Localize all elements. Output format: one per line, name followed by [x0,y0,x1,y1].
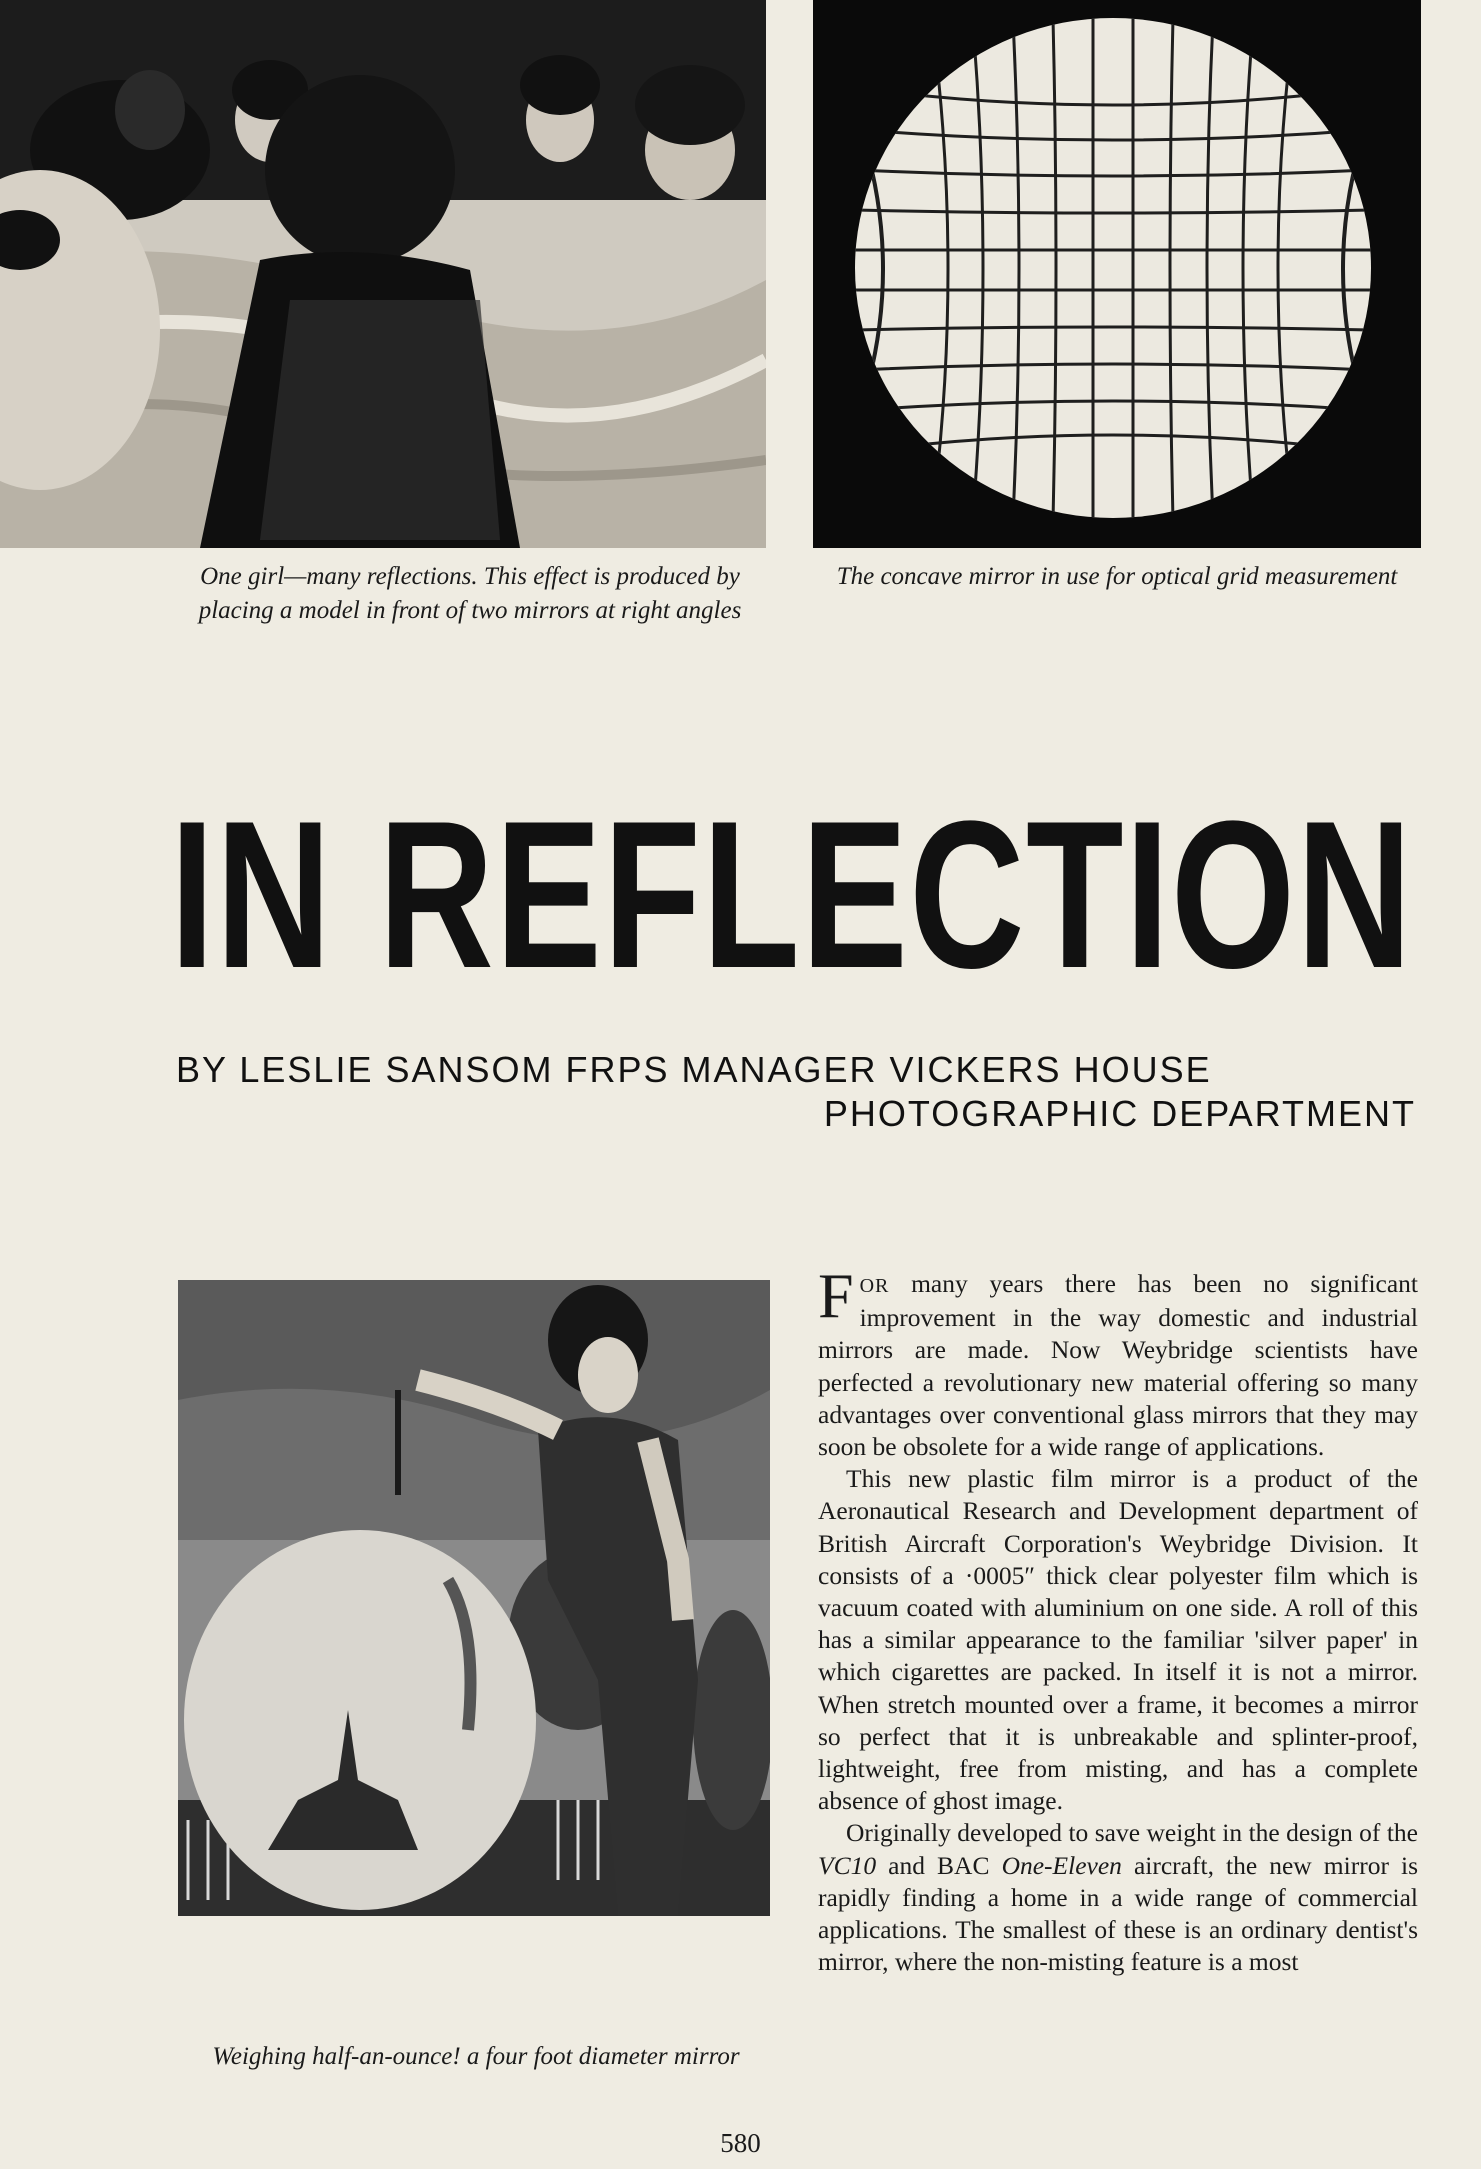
photo-concave-mirror-grid-image [813,0,1421,548]
photo-concave-mirror-grid [813,0,1421,548]
photo-four-foot-mirror [178,1280,770,1916]
photo-many-reflections [0,0,766,548]
article-paragraph-1 [818,1260,1418,1463]
aircraft-name-vc10: VC10 [818,1850,877,1880]
article-headline: IN REFLECTION [170,777,1414,1012]
paragraph-1-text: many years there has been no significant improvement in the way domestic and industrial mirrors are made. Now Weybridge scientists have perfected a revolutionary new material offering so many advantages over conventional glass mirrors that they may soon be obsolete for a wide range of applications. [818,1269,1418,1462]
byline-line-1: BY LESLIE SANSOM FRPS MANAGER VICKERS HOUSE [176,1049,1212,1090]
article-paragraph-3 [818,1817,1418,1978]
photo-many-reflections-image [0,0,766,548]
small-caps-opening: OR [859,1275,890,1297]
caption-four-foot-mirror: Weighing half-an-ounce! a four foot diameter mirror [212,2043,740,2070]
caption-concave-mirror: The concave mirror in use for optical grid measurement [836,563,1398,590]
aircraft-name-one-eleven: One-Eleven [1001,1850,1122,1880]
drop-cap: F [818,1260,854,1331]
page-number: 580 [720,2128,761,2158]
photo-four-foot-mirror-image [178,1280,770,1916]
byline [176,1048,1416,1136]
article-paragraph-2: This new plastic film mirror is a product of the Aeronautical Research and Development department of British Aircraft Corporation's Weybridge Division. It consists of a ·0005″ thick clear polyester film which is vacuum coated with aluminium on one side. A roll of this has a similar appearance to the familiar 'silver paper' in which cigarettes are packed. In itself it is not a mirror. When stretch mounted over a frame, it becomes a mirror so perfect that it is unbreakable and splinter-proof, lightweight, free from misting, and has a complete absence of ghost image. [818,1464,1418,1816]
paragraph-3-text-b: and BAC [876,1850,1002,1880]
paragraph-3-text-a: Originally developed to save weight in the design of the [846,1818,1418,1848]
paragraph-3-text-c: aircraft, the new mirror is rapidly finding a home in a wide range of commercial applications. The smallest of these is an ordinary dentist's mirror, where the non-misting feature is a most [818,1850,1419,1977]
caption-many-reflections: One girl—many reflections. This effect is produced by placing a model in front of two mirrors at right angles [198,563,742,624]
byline-line-2: PHOTOGRAPHIC DEPARTMENT [823,1093,1416,1134]
article-body [818,1260,1419,1978]
